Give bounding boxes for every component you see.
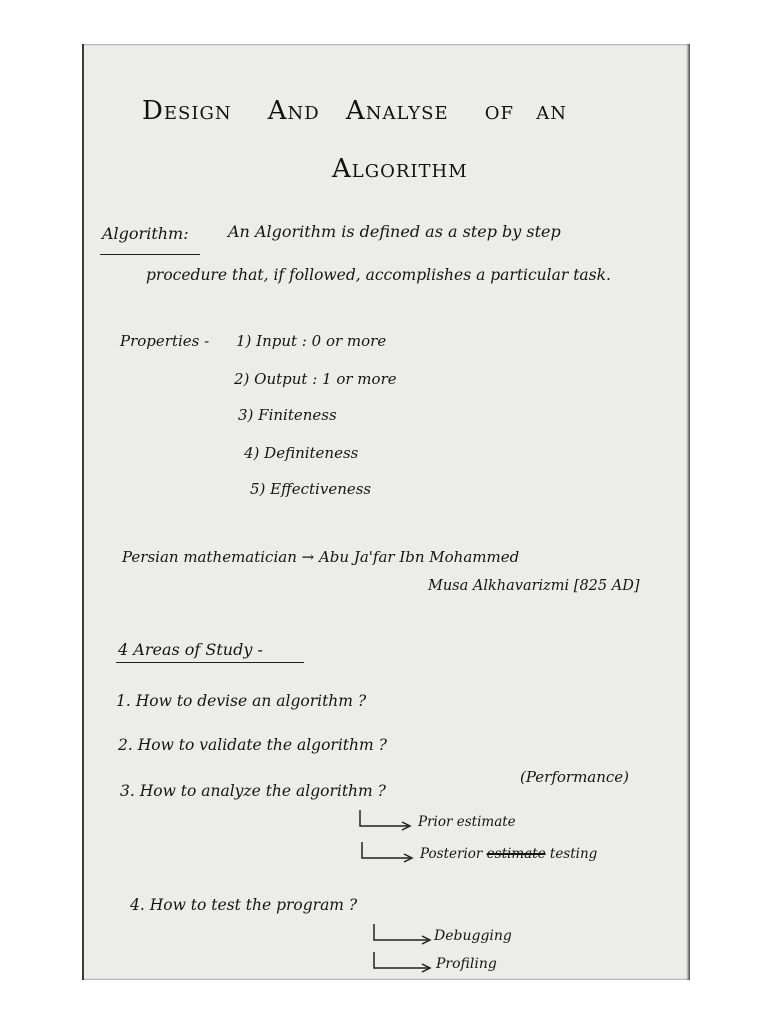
title-word-algorithm-rest: LGORITHM xyxy=(351,161,468,182)
property-item: 2) Output : 1 or more xyxy=(234,370,397,388)
areas-heading: 4 Areas of Study - xyxy=(118,640,263,659)
area-question-4-sub-2: Profiling xyxy=(436,956,497,972)
definition-term: Algorithm: xyxy=(102,224,189,243)
definition-line-1: An Algorithm is defined as a step by step xyxy=(228,222,561,241)
property-item: 4) Definiteness xyxy=(244,444,359,462)
title-word-analyse-initial: A xyxy=(345,96,366,126)
origin-line-2: Musa Alkhavarizmi [825 AD] xyxy=(428,578,640,594)
area-question-4: 4. How to test the program ? xyxy=(130,896,358,914)
area-question-1: 1. How to devise an algorithm ? xyxy=(116,692,367,710)
arrow-icon xyxy=(372,922,436,946)
title-line-2 xyxy=(332,154,468,184)
arrow-icon xyxy=(372,950,436,974)
area-question-2: 2. How to validate the algorithm ? xyxy=(118,736,387,754)
posterior-word: Posterior xyxy=(420,846,483,862)
origin-line-1: Persian mathematician → Abu Ja'far Ibn Mohammed xyxy=(122,548,520,566)
arrow-icon xyxy=(358,808,418,832)
title-word-and-rest: ND xyxy=(287,103,320,124)
definition-line-2: procedure that, if followed, accomplishes a particular task. xyxy=(146,266,611,284)
property-item: 5) Effectiveness xyxy=(250,480,372,498)
notebook-page xyxy=(82,44,690,980)
area-question-3-sub-2 xyxy=(420,846,597,862)
property-item: 1) Input : 0 or more xyxy=(236,332,387,350)
definition-term-underline xyxy=(100,254,200,255)
testing-word: testing xyxy=(549,846,598,862)
title-word-algorithm-initial: A xyxy=(332,154,352,184)
title-line-1 xyxy=(142,96,567,126)
area-question-4-sub-1: Debugging xyxy=(434,928,512,944)
arrow-icon xyxy=(360,840,420,864)
title-word-analyse-rest: NALYSE xyxy=(365,103,449,124)
title-word-and-initial: A xyxy=(267,96,288,126)
area-question-3-sub-1: Prior estimate xyxy=(418,814,516,830)
area-question-3: 3. How to analyze the algorithm ? xyxy=(120,782,386,800)
struck-word: estimate xyxy=(486,846,546,862)
area-question-3-note: (Performance) xyxy=(520,768,630,786)
property-item: 3) Finiteness xyxy=(238,406,337,424)
title-word-an: AN xyxy=(536,103,567,124)
title-word-design-rest: ESIGN xyxy=(163,103,232,124)
areas-heading-underline xyxy=(116,662,304,663)
properties-label: Properties - xyxy=(120,332,210,350)
title-word-of: OF xyxy=(484,103,515,124)
title-word-design-initial: D xyxy=(142,96,164,126)
